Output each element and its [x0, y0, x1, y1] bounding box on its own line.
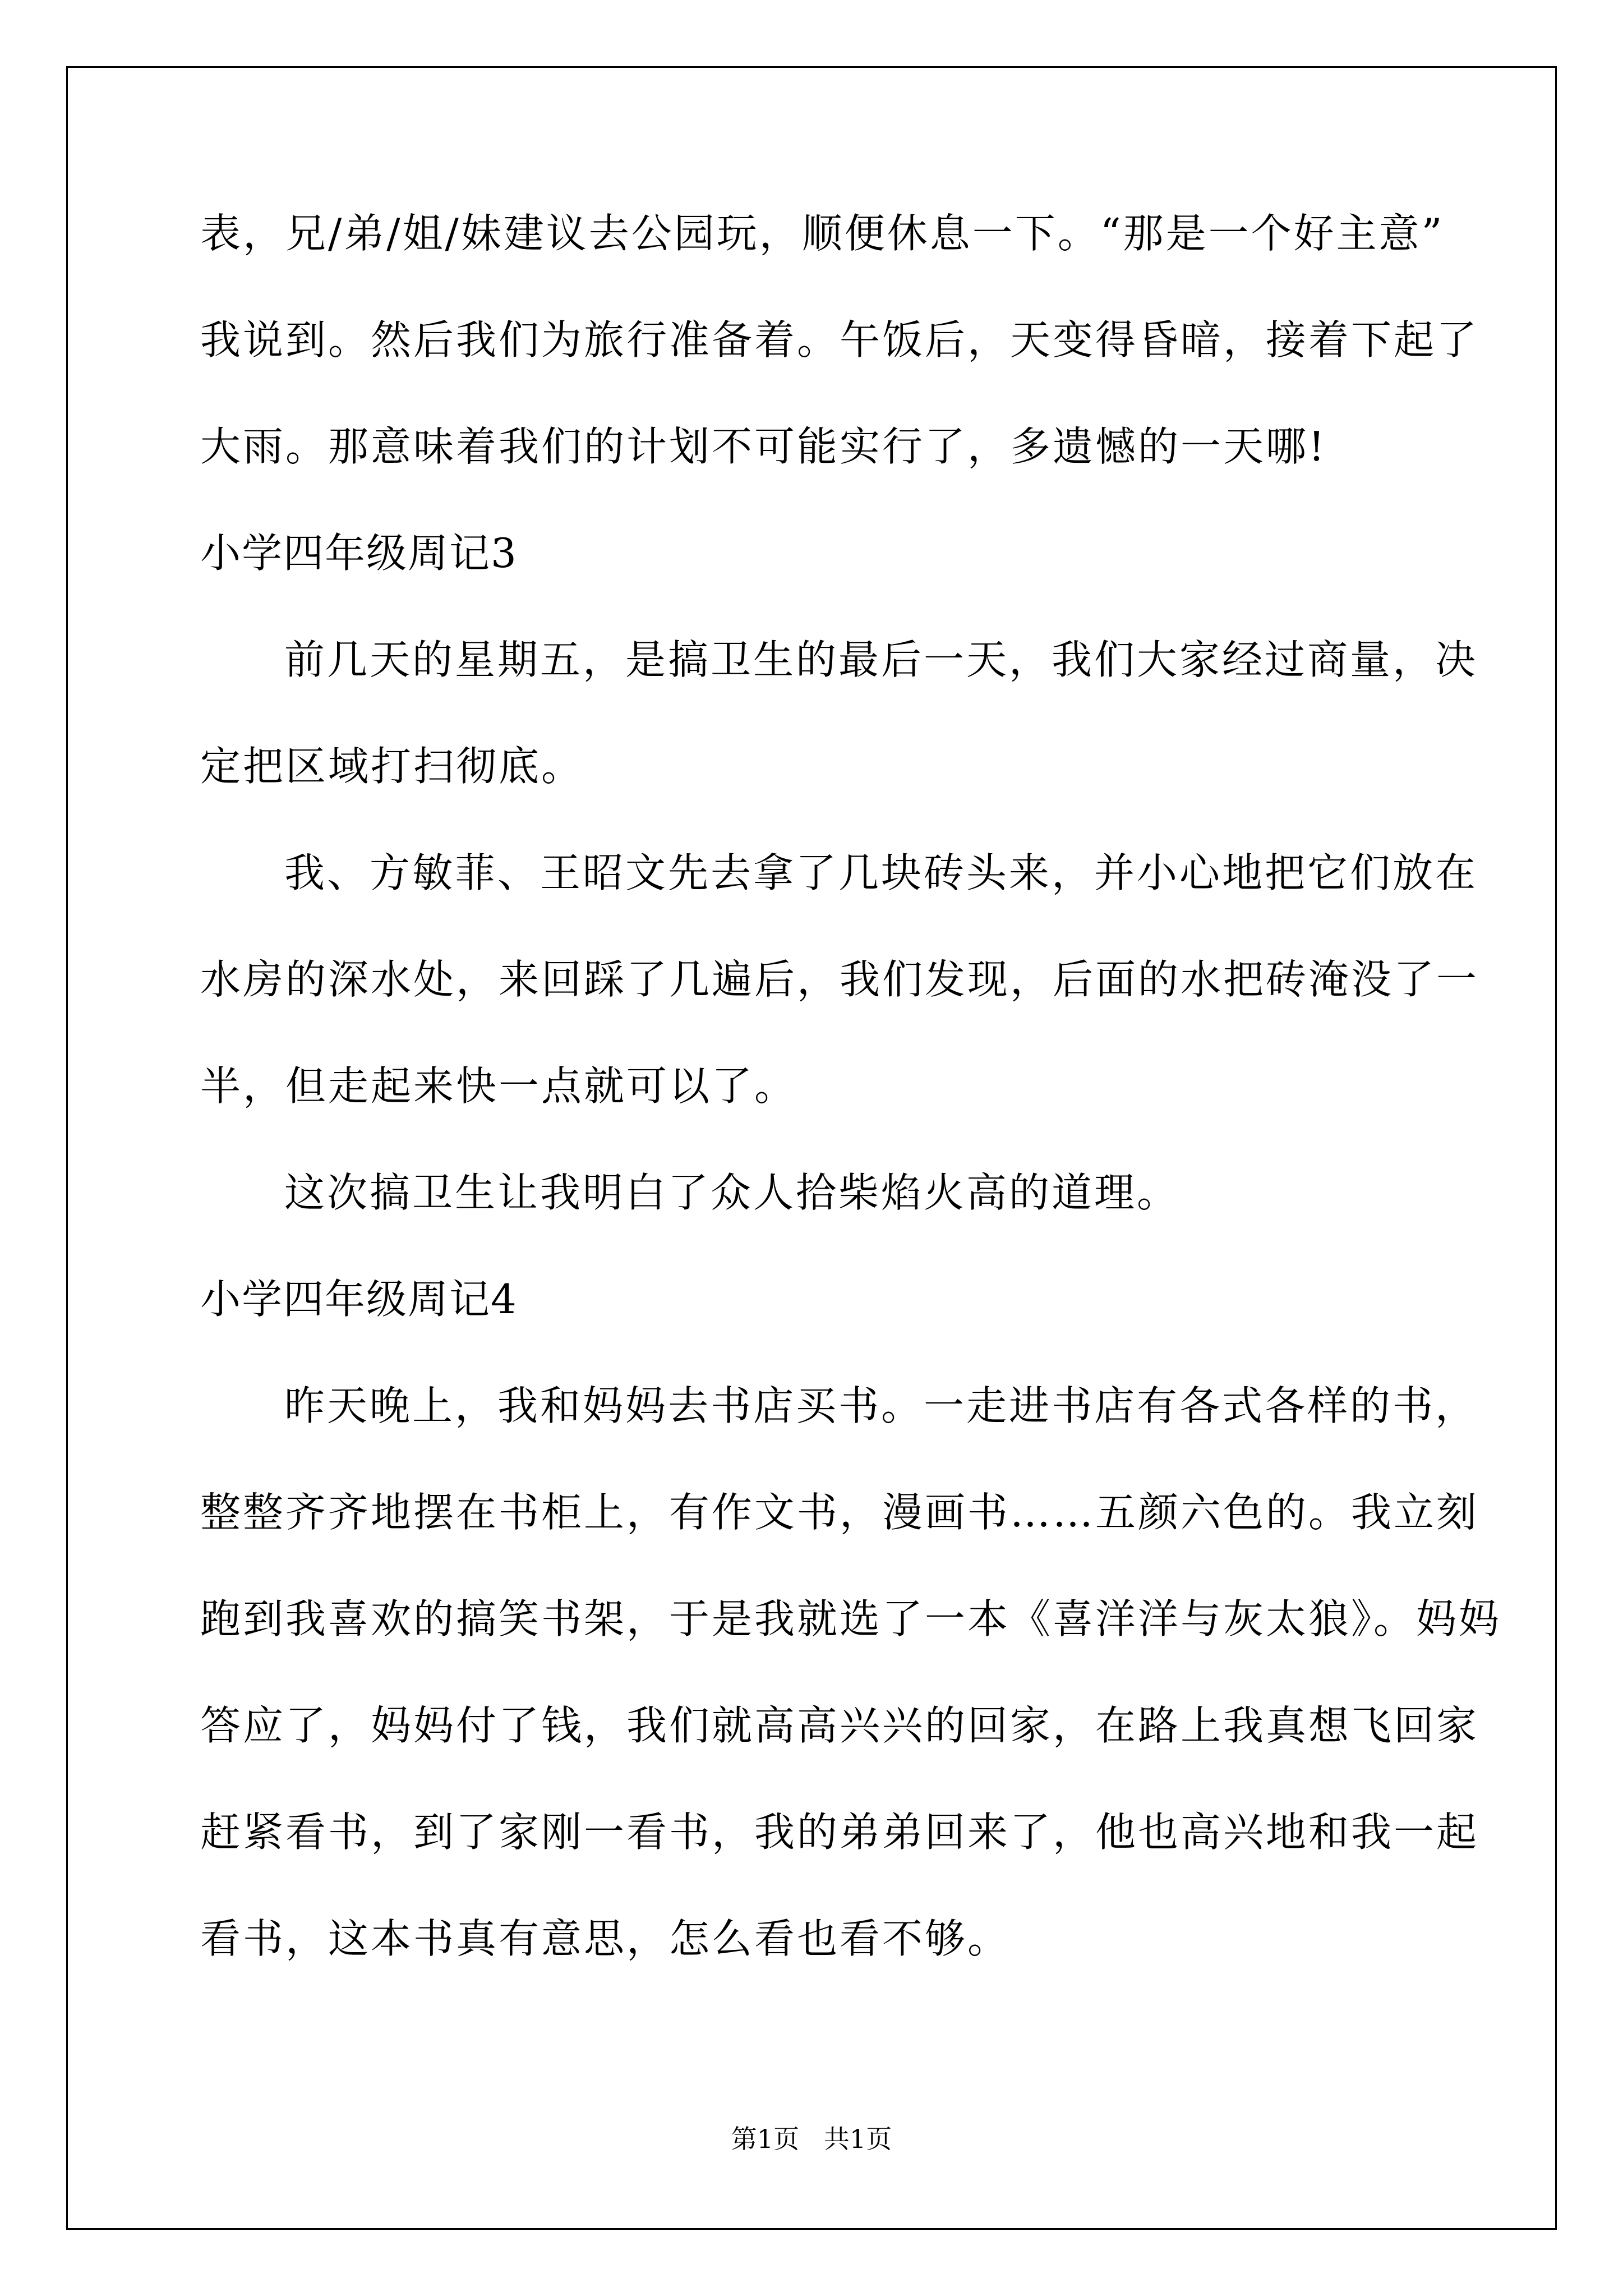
- text-line: 赶紧看书，到了家刚一看书，我的弟弟回来了，他也高兴地和我一起: [200, 1809, 1479, 1856]
- text-line: 跑到我喜欢的搞笑书架，于是我就选了一本《喜洋洋与灰太狼》。妈妈: [200, 1595, 1502, 1642]
- text-line: 整整齐齐地摆在书柜上，有作文书，漫画书……五颜六色的。我立刻: [200, 1489, 1479, 1536]
- text-line: 我说到。然后我们为旅行准备着。午饭后，天变得昏暗，接着下起了: [200, 316, 1479, 364]
- text-line: 看书，这本书真有意思，怎么看也看不够。: [200, 1915, 1011, 1962]
- text-line: 答应了，妈妈付了钱，我们就高高兴兴的回家，在路上我真想飞回家: [200, 1702, 1479, 1749]
- text-line: 水房的深水处，来回踩了几遍后，我们发现，后面的水把砖淹没了一: [200, 956, 1479, 1003]
- paragraph-first-line: 这次搞卫生让我明白了众人拾柴焰火高的道理。: [284, 1169, 1180, 1216]
- paragraph-first-line: 我、方敏菲、王昭文先去拿了几块砖头来，并小心地把它们放在: [284, 849, 1478, 896]
- text-line: 大雨。那意味着我们的计划不可能实行了，多遗憾的一天哪!: [200, 423, 1327, 470]
- section-heading: 小学四年级周记3: [200, 530, 518, 577]
- section-heading: 小学四年级周记4: [200, 1276, 518, 1323]
- text-line: 定把区域打扫彻底。: [200, 743, 584, 790]
- document-body: [200, 210, 1502, 2025]
- paragraph-first-line: 前几天的星期五，是搞卫生的最后一天，我们大家经过商量，决: [284, 636, 1478, 683]
- text-line: 表，兄/弟/姐/妹建议去公园玩，顺便休息一下。“那是一个好主意”: [200, 210, 1445, 257]
- page-footer: 第1页 共1页: [731, 2124, 892, 2154]
- paragraph-first-line: 昨天晚上，我和妈妈去书店买书。一走进书店有各式各样的书，: [284, 1382, 1478, 1429]
- text-line: 半，但走起来快一点就可以了。: [200, 1062, 797, 1110]
